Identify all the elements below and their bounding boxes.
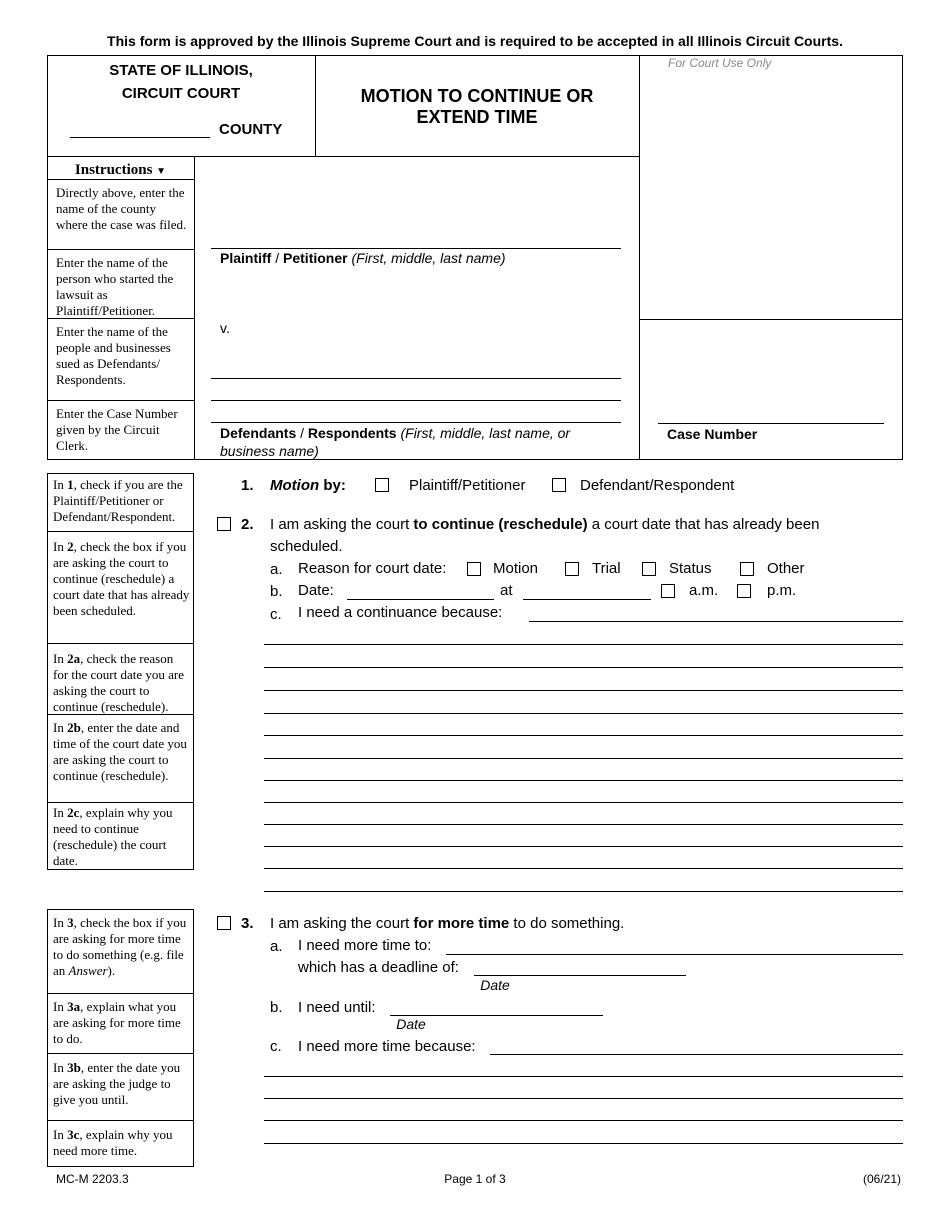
- continuance-reason-input-line[interactable]: [264, 758, 903, 759]
- continuance-reason-input-line[interactable]: [264, 846, 903, 847]
- divider: [47, 179, 194, 180]
- defendant-respondent-label: Defendant/Respondent: [580, 477, 735, 494]
- deadline-date-caption: Date: [480, 977, 510, 993]
- form-title-line2: EXTEND TIME: [416, 107, 538, 127]
- continuance-reason-input-line[interactable]: [264, 824, 903, 825]
- county-label: COUNTY: [219, 121, 283, 138]
- form-title-line1: MOTION TO CONTINUE OR: [360, 86, 594, 106]
- defendants-label: Defendants / Respondents (First, middle, last name, or business name): [220, 425, 571, 459]
- divider: [47, 249, 194, 250]
- revision-date: (06/21): [862, 1172, 901, 1186]
- divider: [639, 319, 903, 320]
- divider: [47, 318, 194, 319]
- divider: [47, 400, 194, 401]
- am-label: a.m.: [689, 582, 719, 599]
- item-2b-letter: b.: [270, 583, 283, 600]
- section-2-text: I am asking the court to continue (reschedule) a court date that has already been: [270, 516, 820, 533]
- trial-label: Trial: [592, 560, 621, 577]
- status-label: Status: [669, 560, 712, 577]
- continuance-reason-label: I need a continuance because:: [298, 604, 503, 621]
- pm-checkbox[interactable]: [737, 584, 751, 598]
- note-2: In 2, check the box if you are asking the court to continue (reschedule) a court date that has already been scheduled.: [53, 539, 190, 618]
- note-3b: In 3b, enter the date you are asking the judge to give you until.: [53, 1060, 181, 1107]
- court-line: CIRCUIT COURT: [121, 85, 241, 102]
- court-time-input-line[interactable]: [523, 599, 651, 600]
- continuance-reason-input-line[interactable]: [264, 735, 903, 736]
- plaintiff-input-line[interactable]: [211, 248, 621, 249]
- form-number: MC-M 2203.3: [56, 1172, 129, 1186]
- plaintiff-label: Plaintiff / Petitioner (First, middle, last name): [220, 250, 506, 266]
- item-3c-letter: c.: [270, 1038, 282, 1055]
- section-2-number: 2.: [241, 516, 254, 533]
- item-2a-letter: a.: [270, 561, 283, 578]
- more-time-checkbox[interactable]: [217, 916, 231, 930]
- divider: [47, 1120, 194, 1121]
- divider: [47, 993, 194, 994]
- divider: [47, 643, 194, 644]
- motion-by-label: Motion by:: [270, 477, 346, 494]
- court-date-input-line[interactable]: [347, 599, 494, 600]
- county-input-line[interactable]: [70, 137, 210, 138]
- note-3: In 3, check the box if you are asking for more time to do something (e.g. file an Answer).: [53, 915, 187, 978]
- motion-checkbox[interactable]: [467, 562, 481, 576]
- until-label: I need until:: [298, 999, 376, 1016]
- instruction-defendants: Enter the name of the people and businesses sued as Defendants/ Respondents.: [56, 324, 171, 387]
- defendant-respondent-checkbox[interactable]: [552, 478, 566, 492]
- at-label: at: [500, 582, 513, 599]
- more-time-reason-input-line[interactable]: [264, 1143, 903, 1144]
- more-time-to-label: I need more time to:: [298, 937, 432, 954]
- defendant-input-line[interactable]: [211, 378, 621, 379]
- continuance-reason-input-line[interactable]: [264, 690, 903, 691]
- plaintiff-petitioner-checkbox[interactable]: [375, 478, 389, 492]
- item-3b-letter: b.: [270, 999, 283, 1016]
- note-3a: In 3a, explain what you are asking for more time to do.: [53, 999, 181, 1046]
- note-1: In 1, check if you are the Plaintiff/Petitioner or Defendant/Respondent.: [53, 477, 183, 524]
- court-use-only: For Court Use Only: [668, 56, 772, 70]
- section-1-number: 1.: [241, 477, 254, 494]
- more-time-reason-input-line[interactable]: [264, 1120, 903, 1121]
- item-2c-letter: c.: [270, 606, 282, 623]
- divider: [639, 55, 640, 460]
- am-checkbox[interactable]: [661, 584, 675, 598]
- continuance-reason-input-line[interactable]: [529, 621, 903, 622]
- continuance-reason-input-line[interactable]: [264, 868, 903, 869]
- more-time-to-input-line[interactable]: [446, 954, 903, 955]
- other-checkbox[interactable]: [740, 562, 754, 576]
- case-number-label: Case Number: [667, 426, 758, 442]
- page-number: Page 1 of 3: [444, 1172, 506, 1186]
- continuance-reason-input-line[interactable]: [264, 644, 903, 645]
- note-2c: In 2c, explain why you need to continue (reschedule) the court date.: [53, 805, 173, 868]
- more-time-reason-input-line[interactable]: [264, 1098, 903, 1099]
- until-date-caption: Date: [396, 1016, 426, 1032]
- section-2-text-line2: scheduled.: [270, 538, 343, 555]
- note-2a: In 2a, check the reason for the court date you are asking the court to continue (reschedule).: [53, 651, 185, 714]
- divider: [47, 714, 194, 715]
- triangle-down-icon: ▼: [156, 166, 167, 177]
- approval-notice: This form is approved by the Illinois Supreme Court and is required to be accepted in all Illinois Circuit Courts.: [107, 33, 843, 49]
- continuance-reason-input-line[interactable]: [264, 713, 903, 714]
- divider: [47, 156, 639, 157]
- defendant-input-line[interactable]: [211, 400, 621, 401]
- continuance-reason-input-line[interactable]: [264, 667, 903, 668]
- defendant-input-line[interactable]: [211, 422, 621, 423]
- continuance-reason-input-line[interactable]: [264, 780, 903, 781]
- deadline-date-input-line[interactable]: [474, 975, 686, 976]
- state-line: STATE OF ILLINOIS,: [109, 62, 253, 79]
- trial-checkbox[interactable]: [565, 562, 579, 576]
- case-number-input-line[interactable]: [658, 423, 884, 424]
- date-label: Date:: [298, 582, 334, 599]
- reason-label: Reason for court date:: [298, 560, 447, 577]
- section-3-number: 3.: [241, 915, 254, 932]
- continuance-reason-input-line[interactable]: [264, 891, 903, 892]
- other-label: Other: [767, 560, 805, 577]
- instructions-heading: Instructions ▼: [74, 162, 167, 178]
- motion-label: Motion: [493, 560, 539, 577]
- plaintiff-petitioner-label: Plaintiff/Petitioner: [409, 477, 526, 494]
- status-checkbox[interactable]: [642, 562, 656, 576]
- divider: [47, 1053, 194, 1054]
- continue-checkbox[interactable]: [217, 517, 231, 531]
- section-3-text: I am asking the court for more time to do something.: [270, 915, 625, 932]
- divider: [47, 531, 194, 532]
- divider: [194, 156, 195, 460]
- divider: [47, 802, 194, 803]
- more-time-reason-input-line[interactable]: [490, 1054, 903, 1055]
- instruction-county: Directly above, enter the name of the county where the case was filed.: [56, 185, 187, 232]
- instruction-case-number: Enter the Case Number given by the Circuit Clerk.: [56, 406, 178, 453]
- pm-label: p.m.: [767, 582, 797, 599]
- more-time-reason-input-line[interactable]: [264, 1076, 903, 1077]
- item-3a-letter: a.: [270, 938, 283, 955]
- instruction-plaintiff: Enter the name of the person who started the lawsuit as Plaintiff/Petitioner.: [56, 255, 174, 318]
- continuance-reason-input-line[interactable]: [264, 802, 903, 803]
- deadline-label: which has a deadline of:: [298, 959, 459, 976]
- note-2b: In 2b, enter the date and time of the court date you are asking the court to continue (reschedule).: [53, 720, 187, 783]
- note-3c: In 3c, explain why you need more time.: [53, 1127, 173, 1158]
- more-time-reason-label: I need more time because:: [298, 1038, 476, 1055]
- versus-label: v.: [220, 320, 230, 336]
